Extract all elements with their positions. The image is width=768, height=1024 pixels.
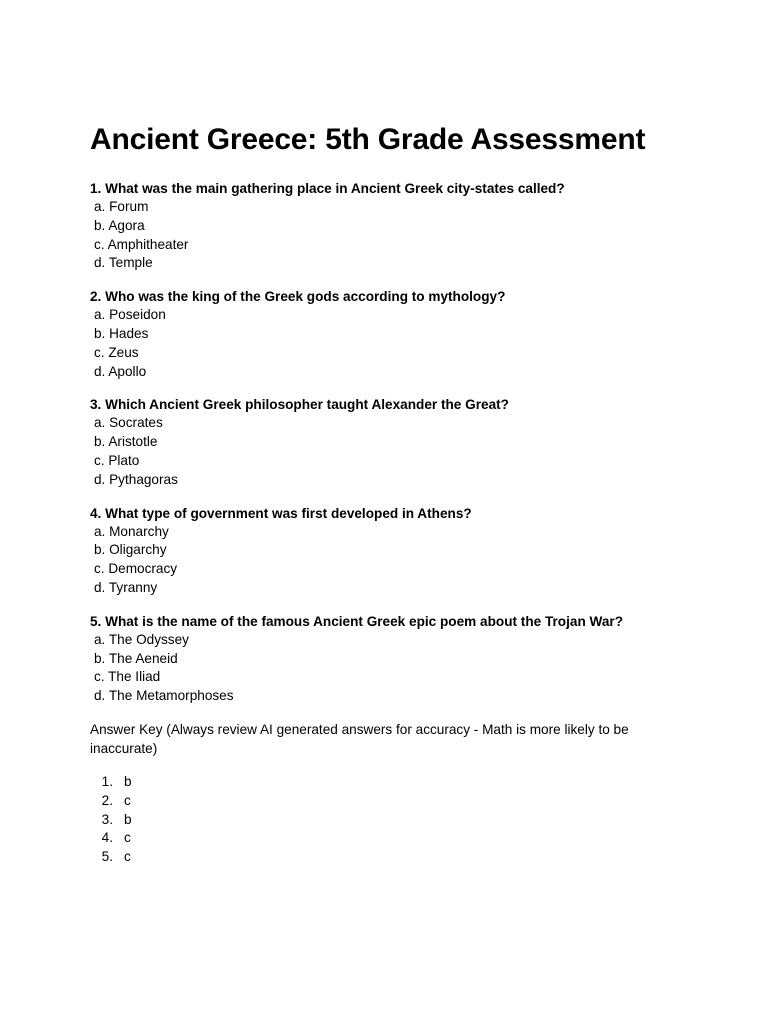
answer-number: 5. [101, 849, 113, 865]
question-text: 4. What type of government was first developed in Athens? [90, 505, 472, 521]
answer-value: b [124, 811, 132, 827]
question-text: 1. What was the main gathering place in Ancient Greek city-states called? [90, 181, 565, 196]
answer-value: c [124, 792, 131, 808]
option-b: b. Aristotle [94, 434, 158, 450]
question-text: 2. Who was the king of the Greek gods according to mythology? [90, 289, 506, 305]
option-c: c. The Iliad [94, 669, 161, 685]
answer-item [90, 773, 690, 792]
option-b: b. The Aeneid [94, 650, 178, 666]
question-text: 5. What is the name of the famous Ancient Greek epic poem about the Trojan War? [90, 613, 624, 629]
answer-number: 2. [101, 792, 113, 808]
question-2 [90, 287, 690, 381]
option-a: a. Forum [94, 199, 149, 214]
question-3 [90, 395, 690, 489]
option-d: d. Apollo [94, 363, 147, 379]
question-5 [90, 612, 690, 706]
option-d: d. Pythagoras [94, 471, 178, 487]
option-c: c. Zeus [94, 344, 139, 360]
option-c: c. Amphitheater [94, 236, 189, 252]
option-a: a. Socrates [94, 415, 163, 431]
option-c: c. Plato [94, 452, 140, 468]
answer-number: 3. [101, 811, 113, 827]
option-a: a. Poseidon [94, 307, 166, 323]
option-d: d. The Metamorphoses [94, 688, 234, 704]
option-b: b. Hades [94, 325, 149, 341]
answer-value: b [124, 773, 132, 789]
option-b: b. Oligarchy [94, 542, 167, 558]
question-1 [90, 179, 690, 273]
option-b: b. Agora [94, 217, 145, 233]
answer-item [90, 848, 690, 867]
option-d: d. Tyranny [94, 579, 158, 595]
answer-list [90, 773, 690, 867]
document-page [90, 122, 690, 867]
option-c: c. Democracy [94, 561, 178, 577]
option-a: a. The Odyssey [94, 631, 189, 647]
answer-item [90, 829, 690, 848]
answer-value: c [124, 849, 131, 865]
answer-item [90, 811, 690, 830]
option-a: a. Monarchy [94, 523, 169, 539]
answer-number: 1. [101, 773, 113, 789]
answer-value: c [124, 830, 131, 846]
answer-item [90, 792, 690, 811]
option-d: d. Temple [94, 255, 153, 271]
answer-number: 4. [101, 830, 113, 846]
question-text: 3. Which Ancient Greek philosopher taught Alexander the Great? [90, 397, 509, 413]
page-title: Ancient Greece: 5th Grade Assessment [90, 123, 646, 156]
question-4 [90, 504, 690, 598]
answer-key-heading: Answer Key (Always review AI generated answers for accuracy - Math is more likely to be inaccurate) [90, 721, 629, 756]
